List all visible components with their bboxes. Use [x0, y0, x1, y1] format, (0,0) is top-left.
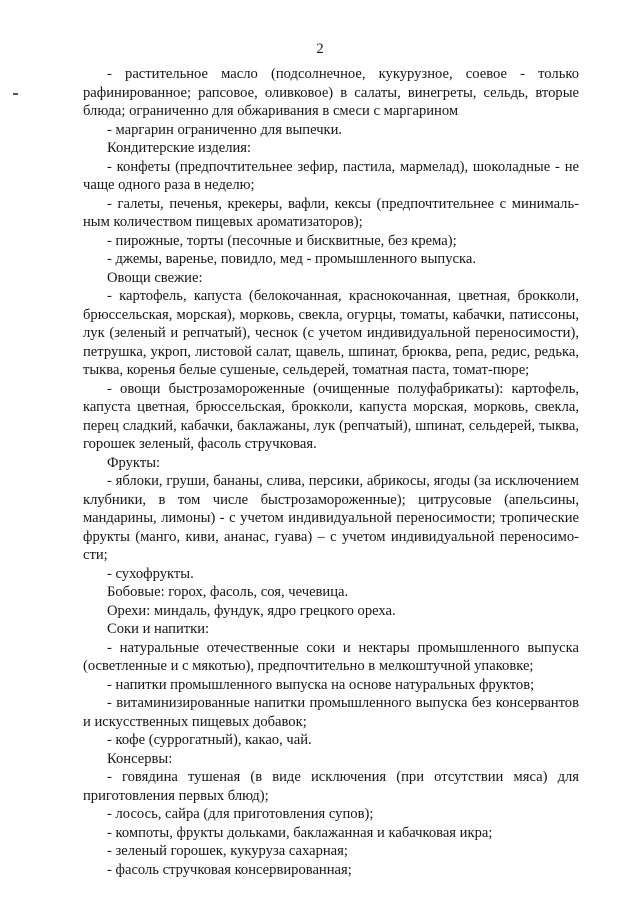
paragraph-fresh-vegetables: - картофель, капуста (белокочанная, краснокочанная, цветная, брокколи, брюссельская, морская), морковь, свекла, огурцы, томаты, кабачки, патиссоны, лук (зеленый и репчатый), чеснок (с учетом индивидуальной переносимости), петрушка, укроп, листовой салат, щавель, шпинат, брюква, репа, редис, редька, тыква, коренья белые сушеные, сельдерей, томатная паста, томат-пюре;	[83, 288, 579, 378]
heading-canned: Консервы:	[107, 750, 173, 767]
paragraph-peas-corn: - зеленый горошек, кукуруза сахарная;	[107, 843, 348, 859]
page-number: 2	[316, 41, 324, 57]
paragraph-cakes: - пирожные, торты (песочные и бисквитные, без крема);	[107, 232, 457, 249]
heading-juices: Соки и напитки:	[107, 621, 210, 637]
scan-mark	[13, 93, 18, 95]
paragraph-compotes: - компоты, фрукты дольками, баклажанная и кабачковая икра;	[107, 824, 493, 841]
heading-fruits: Фрукты:	[107, 454, 161, 471]
paragraph-nuts: Орехи: миндаль, фундук, ядро грецкого ореха.	[107, 602, 396, 619]
paragraph-fruits: - яблоки, груши, бананы, слива, персики, абрикосы, ягоды (за исключением клубники, в том числе быстрозамороженные); цитрусовые (апельсины, мандарины, лимоны) - с учетом индивидуальной переносимости; тропические фрукты (манго, киви, ананас, гуава) – с учетом индивидуальной переносимости;	[83, 473, 579, 563]
paragraph-dried-fruits: - сухофрукты.	[107, 565, 194, 582]
paragraph-oil: - растительное масло (подсолнечное, кукурузное, соевое - только рафинированное; рапсовое, оливковое) в салаты, винегреты, сельдь, вторые блюда; ограниченно для обжаривания в смеси с маргарином	[83, 66, 579, 119]
paragraph-juices: - натуральные отечественные соки и нектары промышленного выпуска (осветленные и с мякотью), предпочтительно в мелкоштучной упаковке;	[83, 639, 579, 674]
heading-confectionery: Кондитерские изделия:	[107, 140, 252, 156]
paragraph-legumes: Бобовые: горох, фасоль, соя, чечевица.	[107, 584, 349, 600]
paragraph-vitamin-drinks: - витаминизированные напитки промышленного выпуска без консервантов и искусственных пищевых добавок;	[83, 695, 579, 730]
paragraph-biscuits: - галеты, печенья, крекеры, вафли, кексы (предпочтительнее с минимальным количеством пищевых ароматизаторов);	[83, 195, 579, 230]
paragraph-candies: - конфеты (предпочтительнее зефир, пастила, мармелад), шоколадные - не чаще одного раза в неделю;	[83, 158, 579, 193]
document-body	[83, 65, 579, 879]
paragraph-stewed-beef: - говядина тушеная (в виде исключения (при отсутствии мяса) для приготовления первых блюд);	[83, 769, 579, 804]
paragraph-fruit-drinks: - напитки промышленного выпуска на основе натуральных фруктов;	[107, 676, 535, 693]
heading-fresh-vegetables: Овощи свежие:	[107, 269, 203, 286]
paragraph-coffee: - кофе (суррогатный), какао, чай.	[107, 732, 312, 748]
paragraph-canned-beans: - фасоль стручковая консервированная;	[107, 861, 352, 878]
paragraph-salmon: - лосось, сайра (для приготовления супов);	[107, 806, 374, 822]
paragraph-frozen-vegetables: - овощи быстрозамороженные (очищенные полуфабрикаты): картофель, капуста цветная, брюссельская, брокколи, капуста морская, морковь, свекла, перец сладкий, кабачки, баклажаны, лук (репчатый), шпинат, сельдерей, тыква, горошек зеленый, фасоль стручковая.	[83, 380, 579, 452]
paragraph-margarine: - маргарин ограниченно для выпечки.	[107, 121, 343, 138]
paragraph-jams: - джемы, варенье, повидло, мед - промышленного выпуска.	[107, 251, 476, 267]
